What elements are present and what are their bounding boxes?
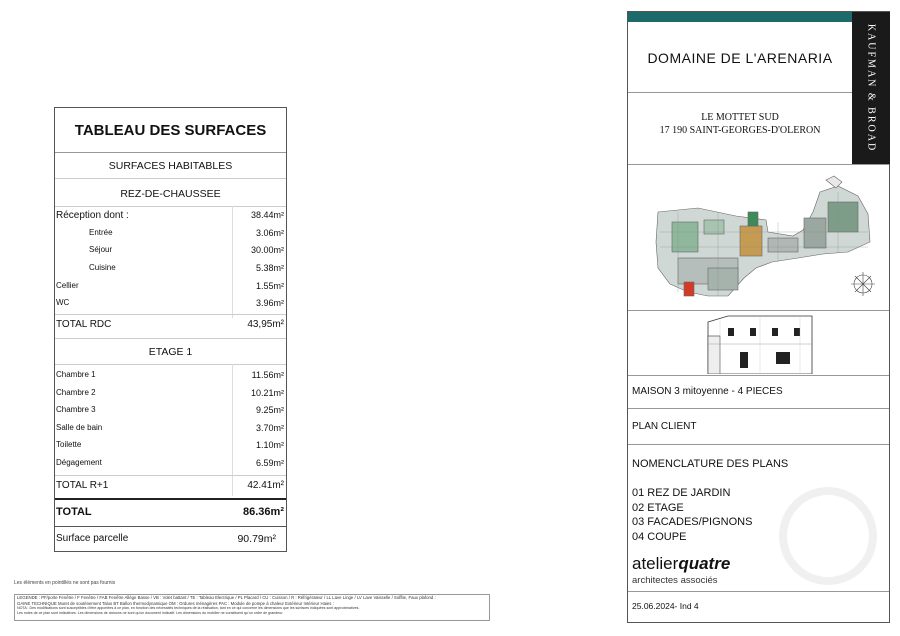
accent-bar bbox=[628, 12, 852, 22]
dotted-note: Les éléments en pointillés ne sont pas fournis bbox=[14, 580, 116, 586]
nomenclature-list bbox=[632, 486, 752, 544]
legend-line: LEGENDE : PF/porte Fenêtre / F Fenêtre / FAB Fenêtre Allège Basse / VB : Volet battant / TE : Tableau Electrique / PL Placard / CU : Cuisson / R : Réfrigérateur / LL Lave Linge / LV Lave Vaisselle / Soffite, Faux plafond : bbox=[17, 595, 436, 600]
legend-box bbox=[14, 594, 490, 621]
facade-drawing bbox=[700, 312, 820, 374]
legend-line: NOTA : Des modifications sont susceptibles d'être apportées à ce plan, en fonction des nécessités techniques de la réalisation, tant en ce qui concerne les dimensions que les surfaces indiquées sont approximatives. bbox=[17, 606, 360, 611]
list-item: 03 FACADES/PIGNONS bbox=[632, 516, 753, 528]
architect-logo: atelierquatre bbox=[632, 554, 731, 573]
plan-type: PLAN CLIENT bbox=[632, 421, 697, 432]
address-line-2: 17 190 SAINT-GEORGES-D'OLERON bbox=[659, 125, 821, 136]
level-etage: ETAGE 1 bbox=[148, 346, 193, 358]
site-plan-map bbox=[648, 172, 888, 304]
watermark-seal bbox=[778, 486, 878, 586]
list-item: 01 REZ DE JARDIN bbox=[632, 487, 731, 499]
level-rdc: REZ-DE-CHAUSSEE bbox=[120, 188, 221, 200]
table-title: TABLEAU DES SURFACES bbox=[55, 108, 286, 153]
list-item: 04 COUPE bbox=[632, 530, 687, 543]
project-title: DOMAINE DE L'ARENARIA bbox=[647, 50, 833, 66]
legend-line: Les notes de ce plan sont indicatives. Les dimensions de cloisons ne sont qu'un document indicatif. Les dimensions du mobilier ne constituent qu'un ordre de grandeur. bbox=[17, 610, 284, 615]
list-item: 02 ETAGE bbox=[632, 501, 684, 514]
brand-logo: KAUFMAN & BROAD bbox=[852, 12, 890, 164]
house-type: MAISON 3 mitoyenne - 4 PIECES bbox=[632, 386, 783, 397]
surface-table: TABLEAU DES SURFACES SURFACES HABITABLES REZ-DE-CHAUSSEE Réception dont : 38.44m² Entrée 3.06m² Séjour 30.00m² Cuisine 5.38m² Cellier 1.55m² WC 3.96m² TOTAL RDC 43,95m² ETAGE 1 Chambre 1 11.56m² Chambre 2 10.21m² Chambre 3 9.25m² Salle de bain 3.70m² Toilette 1.10m² Dégagement 6.59m² TOTAL R+1 42.41m² TOTAL 86.36m² Surface parcelle 90.79m² bbox=[54, 107, 287, 552]
section-habitable: SURFACES HABITABLES bbox=[108, 160, 233, 172]
architect-subtitle: architectes associés bbox=[632, 575, 718, 586]
address-line-1: LE MOTTET SUD bbox=[701, 112, 779, 123]
legend-line: GAINE TECHNIQUE Muret de soutènement Talus BT Ballon thermodynamique OM : Ordures ménagères PAC : Module de pompe à chaleur Extérieur Intérieur Haies : bbox=[17, 600, 334, 606]
title-block bbox=[627, 11, 890, 623]
revision-date: 25.06.2024- Ind 4 bbox=[632, 601, 699, 611]
nomenclature-title: NOMENCLATURE DES PLANS bbox=[632, 458, 789, 470]
